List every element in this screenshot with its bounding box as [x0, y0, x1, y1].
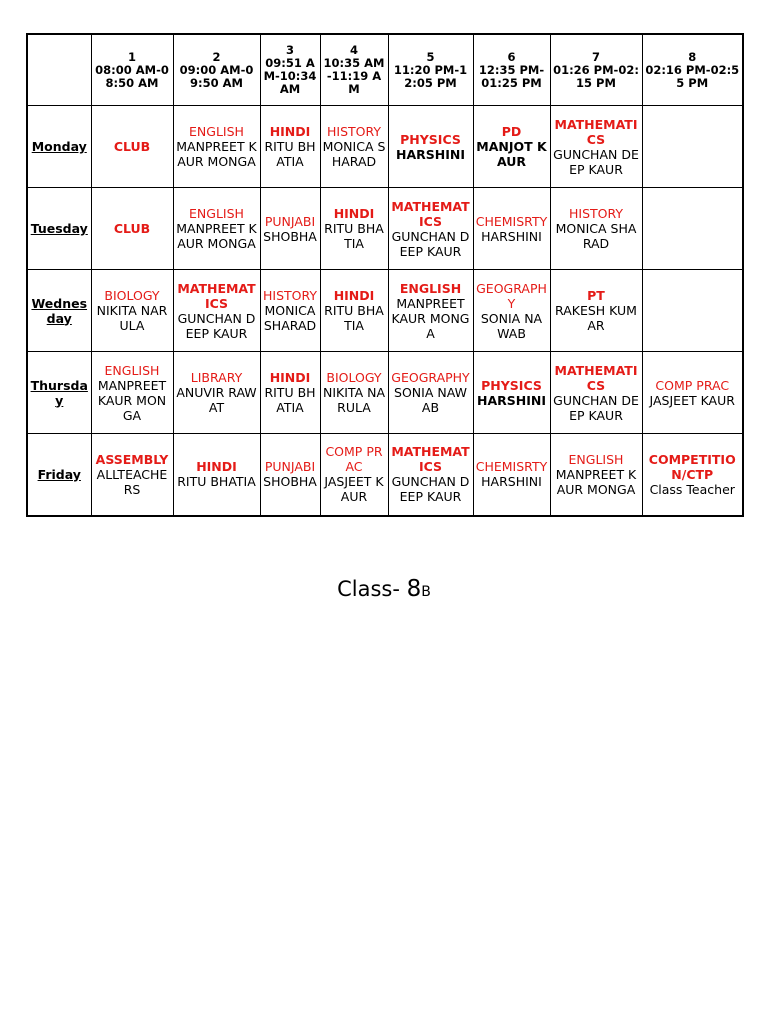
teacher: RAKESH KUMAR: [555, 303, 637, 333]
caption-class-number: 8: [406, 576, 422, 602]
timetable-cell: [550, 188, 642, 270]
subject: BIOLOGY: [104, 288, 160, 303]
subject: MATHEMATICS: [177, 280, 256, 311]
subject: PHYSICS: [400, 131, 461, 147]
timetable-cell: [388, 352, 473, 434]
subject: PHYSICS: [481, 377, 542, 393]
subject: PT: [587, 288, 605, 303]
timetable-cell: [473, 352, 550, 434]
timetable-cell: [260, 352, 320, 434]
timetable-cell: [550, 270, 642, 352]
period-time: 08:00 AM-08:50 AM: [95, 62, 169, 90]
subject: ENGLISH: [104, 362, 160, 378]
day-label: Thursday: [27, 352, 91, 434]
teacher: GUNCHAN DEEP KAUR: [177, 310, 256, 341]
period-number: 2: [212, 49, 221, 64]
teacher: NIKITA NARULA: [96, 303, 168, 333]
timetable-cell: [91, 352, 173, 434]
timetable-cell: [473, 434, 550, 516]
teacher: SONIA NAWAB: [394, 385, 467, 415]
teacher: JASJEET KAUR: [324, 474, 384, 505]
period-number: 6: [507, 49, 516, 64]
period-header: [320, 34, 388, 106]
teacher: GUNCHAN DEEP KAUR: [391, 474, 470, 505]
teacher: RITU BHATIA: [177, 474, 256, 490]
subject: ENGLISH: [568, 451, 624, 467]
period-number: 3: [285, 43, 294, 57]
timetable-cell: [473, 188, 550, 270]
subject: MATHEMATICS: [554, 362, 638, 393]
subject: HINDI: [333, 206, 375, 221]
day-label: Tuesday: [27, 188, 91, 270]
day-row-tuesday: [27, 188, 743, 270]
period-number: 1: [127, 49, 136, 64]
subject: HISTORY: [326, 124, 382, 139]
period-time: 11:20 PM-12:05 PM: [393, 62, 468, 90]
teacher: JASJEET KAUR: [649, 392, 735, 408]
timetable-cell: [388, 106, 473, 188]
day-row-wednesday: [27, 270, 743, 352]
teacher: MANJOT KAUR: [476, 139, 547, 169]
teacher: MANPREET KAUR MONGA: [176, 221, 257, 251]
teacher: Class Teacher: [649, 481, 735, 497]
period-number: 4: [349, 43, 358, 57]
timetable-cell: [642, 188, 743, 270]
timetable-cell: [642, 270, 743, 352]
period-header-row: [27, 34, 743, 106]
period-header: [173, 34, 260, 106]
subject: COMP PRAC: [655, 377, 730, 393]
subject: CLUB: [113, 139, 151, 154]
timetable-cell: [473, 270, 550, 352]
teacher: HARSHINI: [481, 228, 542, 244]
subject: GEOGRAPHY: [476, 280, 547, 311]
teacher: GUNCHAN DEEP KAUR: [553, 146, 639, 177]
timetable-cell: [320, 352, 388, 434]
subject: BIOLOGY: [326, 370, 382, 385]
period-time: 02:16 PM-02:55 PM: [645, 62, 740, 90]
timetable-cell: [260, 188, 320, 270]
timetable-cell: [642, 434, 743, 516]
period-header: [550, 34, 642, 106]
teacher: GUNCHAN DEEP KAUR: [553, 392, 639, 423]
period-time: 01:26 PM-02:15 PM: [553, 62, 639, 90]
teacher: RITU BHATIA: [264, 139, 316, 169]
subject: MATHEMATICS: [554, 116, 638, 147]
subject: HINDI: [269, 370, 311, 385]
timetable-cell: [91, 270, 173, 352]
teacher: MONICA SHARAD: [263, 303, 317, 333]
subject: HISTORY: [262, 288, 318, 303]
subject: HINDI: [333, 288, 375, 303]
timetable-cell: [320, 106, 388, 188]
timetable-cell: [320, 188, 388, 270]
day-label: Friday: [27, 434, 91, 516]
timetable-cell: [550, 434, 642, 516]
period-time: 09:00 AM-09:50 AM: [179, 62, 254, 90]
teacher: RITU BHATIA: [324, 303, 384, 333]
timetable-cell: [91, 434, 173, 516]
timetable-cell: [260, 270, 320, 352]
period-time: 10:35 AM-11:19 AM: [323, 56, 385, 96]
timetable-cell: [388, 270, 473, 352]
teacher: SHOBHA: [263, 474, 317, 490]
timetable-cell: [173, 188, 260, 270]
subject: PUNJABI: [264, 459, 316, 475]
subject: MATHEMATICS: [391, 444, 470, 475]
teacher: MONICA SHARAD: [555, 221, 637, 251]
timetable-cell: [91, 188, 173, 270]
teacher: MANPREET KAUR MONGA: [555, 466, 637, 497]
timetable-cell: [260, 106, 320, 188]
period-number: 7: [591, 49, 600, 64]
teacher: MANPREET KAUR MONGA: [97, 377, 167, 423]
class-caption: [0, 576, 768, 602]
teacher: HARSHINI: [396, 146, 465, 162]
subject: HINDI: [269, 124, 311, 139]
timetable-cell: [173, 434, 260, 516]
period-number: 8: [688, 49, 697, 64]
timetable-cell: [642, 352, 743, 434]
timetable-cell: [320, 270, 388, 352]
caption-section: B: [421, 584, 431, 600]
teacher: RITU BHATIA: [324, 221, 384, 251]
teacher: SONIA NAWAB: [480, 310, 543, 341]
timetable-cell: [91, 106, 173, 188]
teacher: MANPREET KAUR MONGA: [176, 139, 257, 169]
period-header: [388, 34, 473, 106]
day-row-friday: [27, 434, 743, 516]
teacher: MANPREET KAUR MONGA: [391, 295, 470, 341]
subject: CLUB: [113, 221, 151, 236]
subject: ENGLISH: [399, 280, 462, 296]
subject: ENGLISH: [189, 206, 244, 221]
teacher: ANUVIR RAWAT: [176, 385, 257, 415]
teacher: HARSHINI: [481, 474, 542, 490]
subject: COMPETITION/CTP: [648, 451, 736, 482]
teacher: MONICA SHARAD: [322, 139, 386, 169]
period-header: [91, 34, 173, 106]
corner-cell: [27, 34, 91, 106]
timetable-cell: [388, 434, 473, 516]
day-row-thursday: [27, 352, 743, 434]
day-label: Monday: [27, 106, 91, 188]
period-header: [473, 34, 550, 106]
period-header: [260, 34, 320, 106]
timetable-cell: [550, 106, 642, 188]
teacher: HARSHINI: [477, 392, 546, 408]
timetable-cell: [173, 270, 260, 352]
subject: HISTORY: [568, 206, 624, 221]
subject: LIBRARY: [190, 370, 243, 385]
timetable-cell: [388, 188, 473, 270]
subject: MATHEMATICS: [391, 198, 470, 229]
caption-prefix: Class-: [337, 577, 407, 601]
subject: PUNJABI: [264, 213, 316, 229]
teacher: ALLTEACHERS: [96, 466, 168, 497]
timetable-cell: [550, 352, 642, 434]
subject: ENGLISH: [189, 124, 244, 139]
timetable-cell: [642, 106, 743, 188]
period-time: 09:51 AM-10:34 AM: [263, 56, 317, 96]
timetable-cell: [260, 434, 320, 516]
subject: COMP PRAC: [325, 444, 383, 475]
period-header: [642, 34, 743, 106]
subject: GEOGRAPHY: [391, 370, 470, 385]
period-number: 5: [426, 49, 435, 64]
timetable: [26, 33, 744, 517]
subject: ASSEMBLY: [95, 451, 169, 467]
teacher: NIKITA NARULA: [322, 385, 385, 415]
teacher: RITU BHATIA: [264, 385, 316, 415]
day-label: Wednesday: [27, 270, 91, 352]
timetable-cell: [320, 434, 388, 516]
timetable-cell: [173, 106, 260, 188]
period-time: 12:35 PM-01:25 PM: [478, 62, 545, 90]
subject: CHEMISRTY: [475, 213, 548, 229]
teacher: GUNCHAN DEEP KAUR: [391, 228, 470, 259]
timetable-cell: [473, 106, 550, 188]
teacher: SHOBHA: [263, 228, 317, 244]
day-row-monday: [27, 106, 743, 188]
timetable-cell: [173, 352, 260, 434]
subject: HINDI: [196, 459, 237, 475]
subject: PD: [501, 124, 522, 139]
subject: CHEMISRTY: [475, 459, 548, 475]
